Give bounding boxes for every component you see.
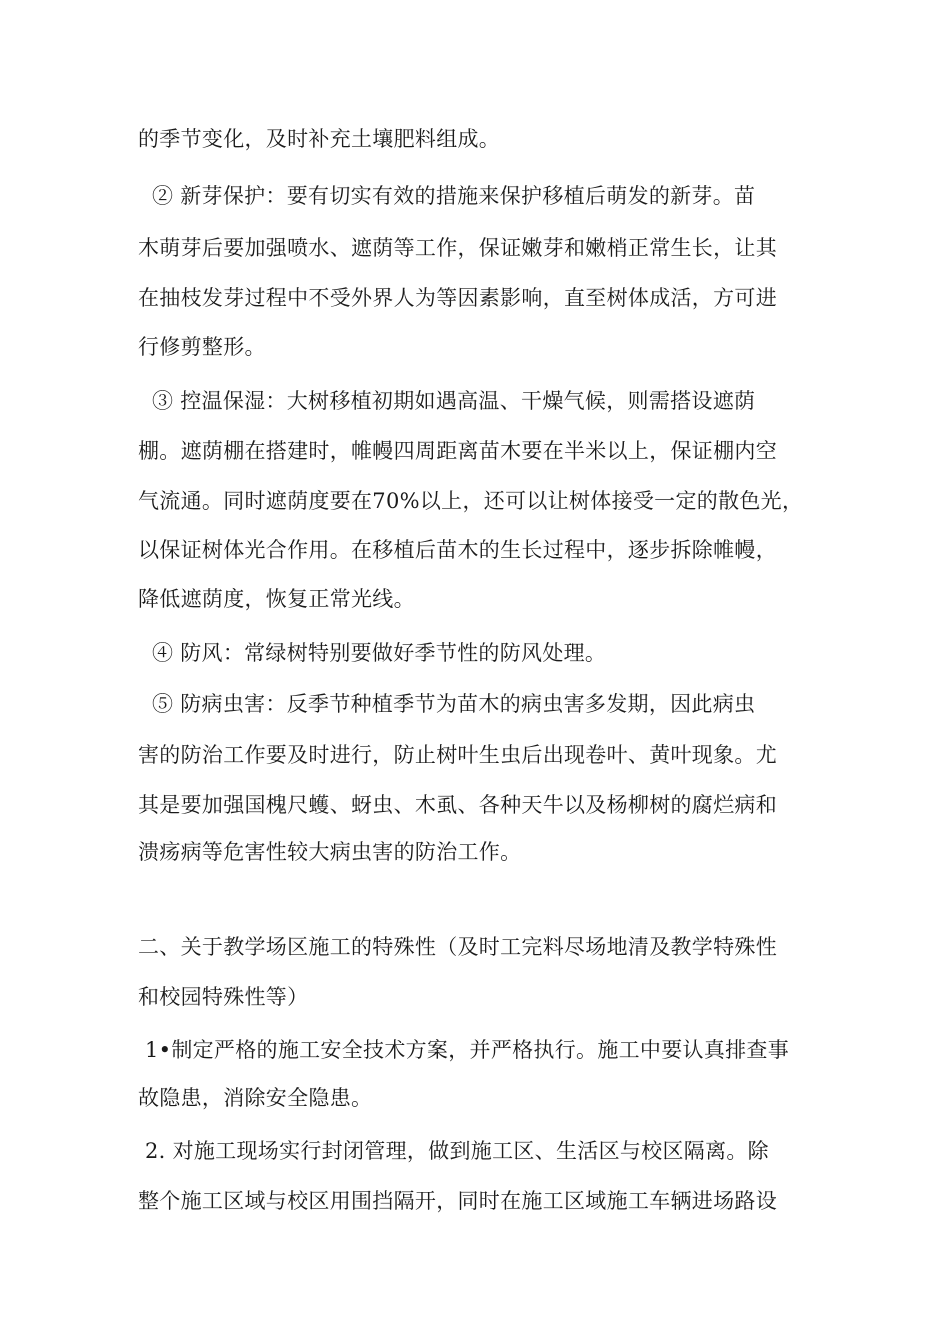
list-item-pest-control: ⑤ 防病虫害：反季节种植季节为苗木的病虫害多发期，因此病虫 (138, 692, 756, 716)
text-line: 降低遮荫度，恢复正常光线。 (138, 587, 415, 611)
text-line: 故隐患，消除安全隐患。 (138, 1086, 373, 1110)
text-line: 溃疡病等危害性较大病虫害的防治工作。 (138, 840, 522, 864)
text-line: 棚。遮荫棚在搭建时，帷幔四周距离苗木要在半米以上，保证棚内空 (138, 439, 777, 463)
section-heading: 二、关于教学场区施工的特殊性（及时工完料尽场地清及教学特殊性 (138, 935, 777, 959)
list-item-windproof: ④ 防风：常绿树特别要做好季节性的防风处理。 (138, 641, 607, 665)
text-line: 整个施工区域与校区用围挡隔开，同时在施工区域施工车辆进场路设 (138, 1189, 777, 1213)
section-heading-continued: 和校园特殊性等） (138, 985, 309, 1009)
text-line: 其是要加强国槐尺蠖、蚜虫、木虱、各种天牛以及杨柳树的腐烂病和 (138, 793, 777, 817)
text-line: 害的防治工作要及时进行，防止树叶生虫后出现卷叶、黄叶现象。尤 (138, 743, 777, 767)
text-line: 的季节变化，及时补充土壤肥料组成。 (138, 127, 501, 151)
list-item-new-bud-protection: ② 新芽保护：要有切实有效的措施来保护移植后萌发的新芽。苗 (138, 184, 756, 208)
list-item-temperature-humidity: ③ 控温保湿：大树移植初期如遇高温、干燥气候，则需搭设遮荫 (138, 389, 756, 413)
text-line: 以保证树体光合作用。在移植后苗木的生长过程中，逐步拆除帷幔， (138, 538, 777, 562)
text-line: 行修剪整形。 (138, 335, 266, 359)
text-line: 气流通。同时遮荫度要在70%以上，还可以让树体接受一定的散色光， (138, 489, 804, 513)
list-item-closed-management: 2. 对施工现场实行封闭管理，做到施工区、生活区与校区隔离。除 (138, 1139, 769, 1163)
text-line: 在抽枝发芽过程中不受外界人为等因素影响，直至树体成活，方可进 (138, 286, 777, 310)
text-line: 木萌芽后要加强喷水、遮荫等工作，保证嫩芽和嫩梢正常生长，让其 (138, 236, 777, 260)
list-item-safety-plan: 1•制定严格的施工安全技术方案，并严格执行。施工中要认真排查事 (138, 1038, 790, 1062)
